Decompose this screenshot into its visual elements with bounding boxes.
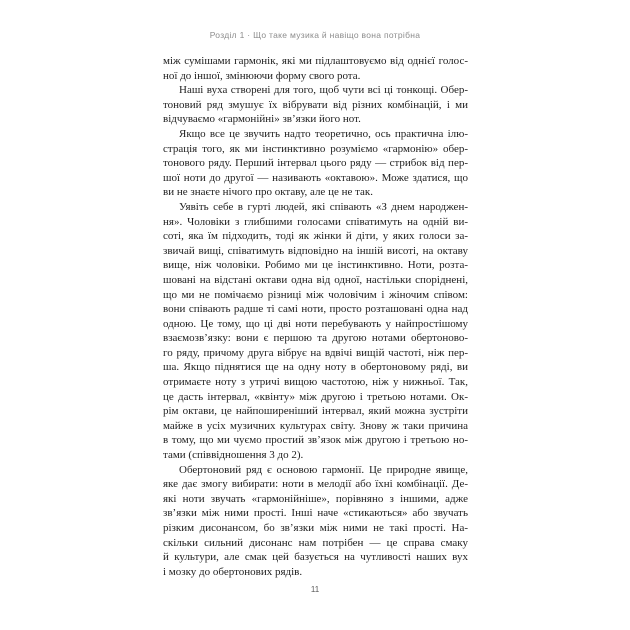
- text-line: яке дає змогу вибирати: ноти в мелодії або їхні комбінації. Де-: [163, 478, 468, 491]
- text-line: шої ноти до другої — називають «октавою». Може здатися, що: [163, 171, 468, 184]
- paragraph: [163, 127, 468, 200]
- text-line: ної до іншої, змінюючи форму свого рота.: [163, 69, 361, 82]
- text-line: ня». Чоловіки з глибшими голосами співатимуть на одній ви-: [163, 215, 468, 228]
- text-line: одною. Це тому, що ці дві ноти перебувають у найпростішому: [163, 317, 468, 330]
- text-line: го ряду, причому друга вібрує на вдвічі вищій частоті, ніж пер-: [163, 346, 468, 359]
- text-line: які ноти звучать «гармонійніше», порівняно з іншими, адже: [163, 492, 468, 505]
- text-line: вище, ніж чоловіки. Робимо ми це інстинктивно. Ноти, розта-: [163, 259, 468, 272]
- text-line: шовані на відстані октави одна від одної, настільки споріднені,: [163, 273, 468, 286]
- text-line: зв’язки між ними прості. Інші наче «стикаються» або звучать: [163, 507, 468, 520]
- text-line: й культури, але смак цей базується на чутливості наших вух: [163, 551, 468, 564]
- paragraph: [163, 83, 468, 127]
- paragraph: [163, 200, 468, 463]
- text-line: Якщо все це звучить надто теоретично, ось практична ілю-: [179, 127, 468, 140]
- text-line: тонового ряду. Перший інтервал цього ряду — стрибок від пер-: [163, 157, 468, 170]
- text-line: між сумішами гармонік, які ми підлаштовуємо від однієї голос-: [163, 55, 468, 67]
- text-line: страція того, як ми інстинктивно розуміємо «гармонію» обер-: [163, 142, 468, 155]
- page-number: 11: [310, 585, 320, 594]
- paragraph: [163, 54, 468, 83]
- text-line: відчуваємо «гармонійні» зв’язки його нот.: [163, 113, 361, 126]
- text-line: вони співають радше ті самі ноти, просто розташовані одна над: [163, 303, 468, 316]
- text-line: це дасть інтервал, «квінту» між другою і третьою нотами. Ок-: [163, 390, 468, 403]
- text-line: ви не знаєте нічого про октаву, але це не так.: [163, 186, 374, 199]
- text-line: Уявіть себе в гурті людей, які співають «З днем народжен-: [179, 200, 468, 213]
- text-line: рім октави, це найпоширеніший інтервал, який можна зустріти: [163, 405, 468, 418]
- text-line: соті, яка їм підходить, тоді як жінки й діти, у яких голоси за-: [163, 230, 468, 243]
- text-line: майже в усіх музичних культурах світу. Знову ж таки причина: [163, 419, 468, 432]
- text-line: ша. Якщо піднятися ще на одну ноту в обертоновому ряді, ви: [163, 361, 468, 374]
- text-block: [163, 54, 468, 579]
- text-line: скільки сильний дисонанс нам потрібен — це справа смаку: [163, 536, 468, 549]
- text-line: в тому, що ми чуємо простий зв’язок між другою і третьою но-: [163, 434, 468, 447]
- text-line: отримаєте ноту з утричі вищою частотою, ніж у нижньої. Так,: [163, 376, 468, 389]
- text-line: тоновий ряд змушує їх вібрувати від різних комбінацій, і ми: [163, 98, 468, 111]
- text-line: Наші вуха створені для того, щоб чути всі ці тонкощі. Обер-: [179, 84, 468, 97]
- text-line: тами (співвідношення 3 до 2).: [163, 449, 304, 462]
- running-header: Розділ 1 · Що таке музика й навіщо вона потрібна: [209, 30, 421, 40]
- paragraph: [163, 463, 468, 580]
- text-line: звичай вищі, співатимуть відповідно на іншій висоті, на октаву: [163, 244, 468, 257]
- text-line: різким дисонансом, бо зв’язки між ними не такі прості. На-: [163, 522, 468, 534]
- text-line: що ми не помічаємо різниці між чоловічим і жіночим співом:: [163, 288, 468, 301]
- text-line: і мозку до обертонових рядів.: [163, 565, 303, 578]
- text-line: Обертоновий ряд є основою гармонії. Це природне явище,: [179, 463, 468, 476]
- text-line: взаємозв’язку: вони є першою та другою нотами обертоново-: [163, 332, 468, 345]
